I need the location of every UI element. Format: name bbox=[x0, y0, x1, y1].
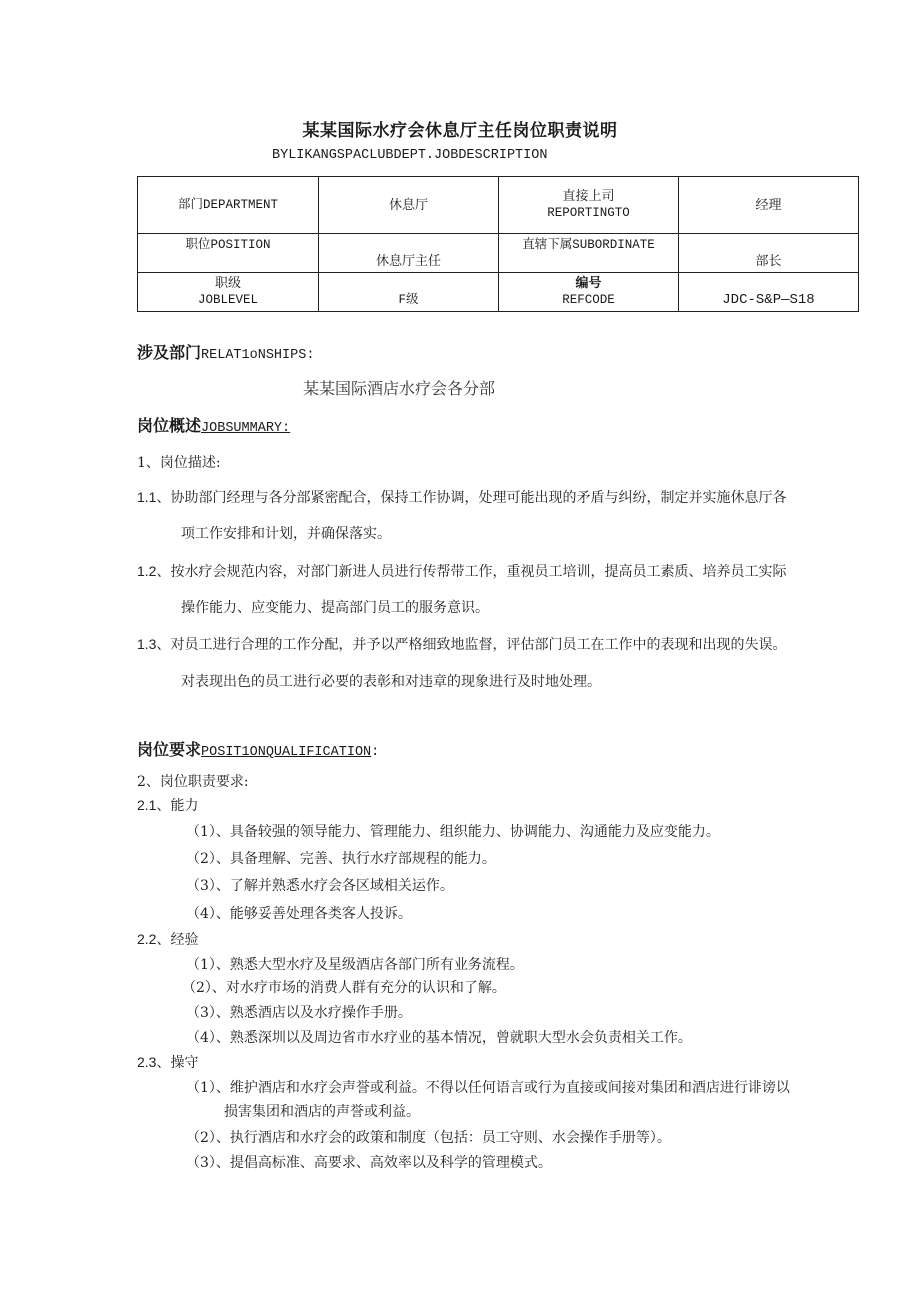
ability-item-3: （3）、了解并熟悉水疗会各区域相关运作。 bbox=[186, 878, 454, 894]
summary-item-1-line1: 1.1、协助部门经理与各分部紧密配合，保持工作协调，处理可能出现的矛盾与纠纷，制定并实施休息厅各 bbox=[137, 489, 787, 506]
ability-item-4: （4）、能够妥善处理各类客人投诉。 bbox=[186, 906, 412, 922]
table-row bbox=[138, 177, 859, 234]
reporting-label-cell: 直接上司 REPORTINGTO bbox=[499, 177, 679, 234]
summary-item-3-line1: 1.3、对员工进行合理的工作分配，并予以严格细致地监督，评估部门员工在工作中的表现和出现的失误。 bbox=[137, 636, 787, 653]
position-value-cell: 休息厅主任 bbox=[319, 234, 499, 273]
summary-heading: 岗位概述JOBSUMMARY: bbox=[137, 416, 291, 436]
level-label-cell: 职级 JOBLEVEL bbox=[138, 273, 319, 312]
reporting-value-cell: 经理 bbox=[679, 177, 859, 234]
ability-item-2: （2）、具备理解、完善、执行水疗部规程的能力。 bbox=[186, 851, 496, 867]
experience-item-2: （2）、对水疗市场的消费人群有充分的认识和了解。 bbox=[182, 980, 506, 996]
summary-item-2-line2: 操作能力、应变能力、提高部门员工的服务意识。 bbox=[181, 600, 489, 616]
level-value-cell: F级 bbox=[319, 273, 499, 312]
summary-item-title: 1、岗位描述: bbox=[137, 455, 221, 471]
document-subtitle: BYLIKANGSPACLUBDEPT.JOBDESCRIPTION bbox=[272, 148, 548, 163]
conduct-item-2: （2）、执行酒店和水疗会的政策和制度（包括：员工守则、水会操作手册等）。 bbox=[186, 1130, 671, 1146]
summary-item-3-line2: 对表现出色的员工进行必要的表彰和对违章的现象进行及时地处理。 bbox=[181, 674, 601, 690]
experience-item-3: （3）、熟悉酒店以及水疗操作手册。 bbox=[186, 1005, 412, 1021]
subordinate-label-cell: 直辖下属SUBORDINATE bbox=[499, 234, 679, 273]
conduct-item-3: （3）、提倡高标准、高要求、高效率以及科学的管理模式。 bbox=[186, 1155, 552, 1171]
table-row bbox=[138, 273, 859, 312]
table-row bbox=[138, 234, 859, 273]
ability-item-1: （1）、具备较强的领导能力、管理能力、组织能力、协调能力、沟通能力及应变能力。 bbox=[186, 824, 720, 840]
refcode-label-cell: 编号 REFCODE bbox=[499, 273, 679, 312]
experience-item-1: （1）、熟悉大型水疗及星级酒店各部门所有业务流程。 bbox=[186, 957, 524, 973]
position-label-cell: 职位POSITION bbox=[138, 234, 319, 273]
department-value-cell: 休息厅 bbox=[319, 177, 499, 234]
department-label-cell: 部门DEPARTMENT bbox=[138, 177, 319, 234]
summary-item-2-line1: 1.2、按水疗会规范内容，对部门新进人员进行传帮带工作，重视员工培训，提高员工素质、培养员工实际 bbox=[137, 563, 787, 580]
qualification-item-title: 2、岗位职责要求: bbox=[137, 774, 249, 790]
document-title: 某某国际水疗会休息厅主任岗位职责说明 bbox=[302, 121, 618, 141]
conduct-item-1-line2: 损害集团和酒店的声誉或利益。 bbox=[224, 1104, 420, 1120]
relationships-heading: 涉及部门RELAT1oNSHIPS: bbox=[137, 343, 315, 363]
ability-heading: 2.1、能力 bbox=[137, 797, 199, 814]
refcode-value-cell: JDC-S&P—S18 bbox=[679, 273, 859, 312]
summary-item-1-line2: 项工作安排和计划，并确保落实。 bbox=[181, 526, 391, 542]
qualification-heading: 岗位要求POSIT1ONQUALIFICATION: bbox=[137, 740, 380, 760]
conduct-item-1-line1: （1）、维护酒店和水疗会声誉或利益。不得以任何语言或行为直接或间接对集团和酒店进行诽谤以 bbox=[186, 1080, 790, 1096]
job-info-table bbox=[137, 176, 859, 312]
conduct-heading: 2.3、操守 bbox=[137, 1054, 199, 1071]
relationships-content: 某某国际酒店水疗会各分部 bbox=[303, 379, 496, 398]
subordinate-value-cell: 部长 bbox=[679, 234, 859, 273]
experience-heading: 2.2、经验 bbox=[137, 931, 199, 948]
experience-item-4: （4）、熟悉深圳以及周边省市水疗业的基本情况，曾就职大型水会负责相关工作。 bbox=[186, 1030, 692, 1046]
